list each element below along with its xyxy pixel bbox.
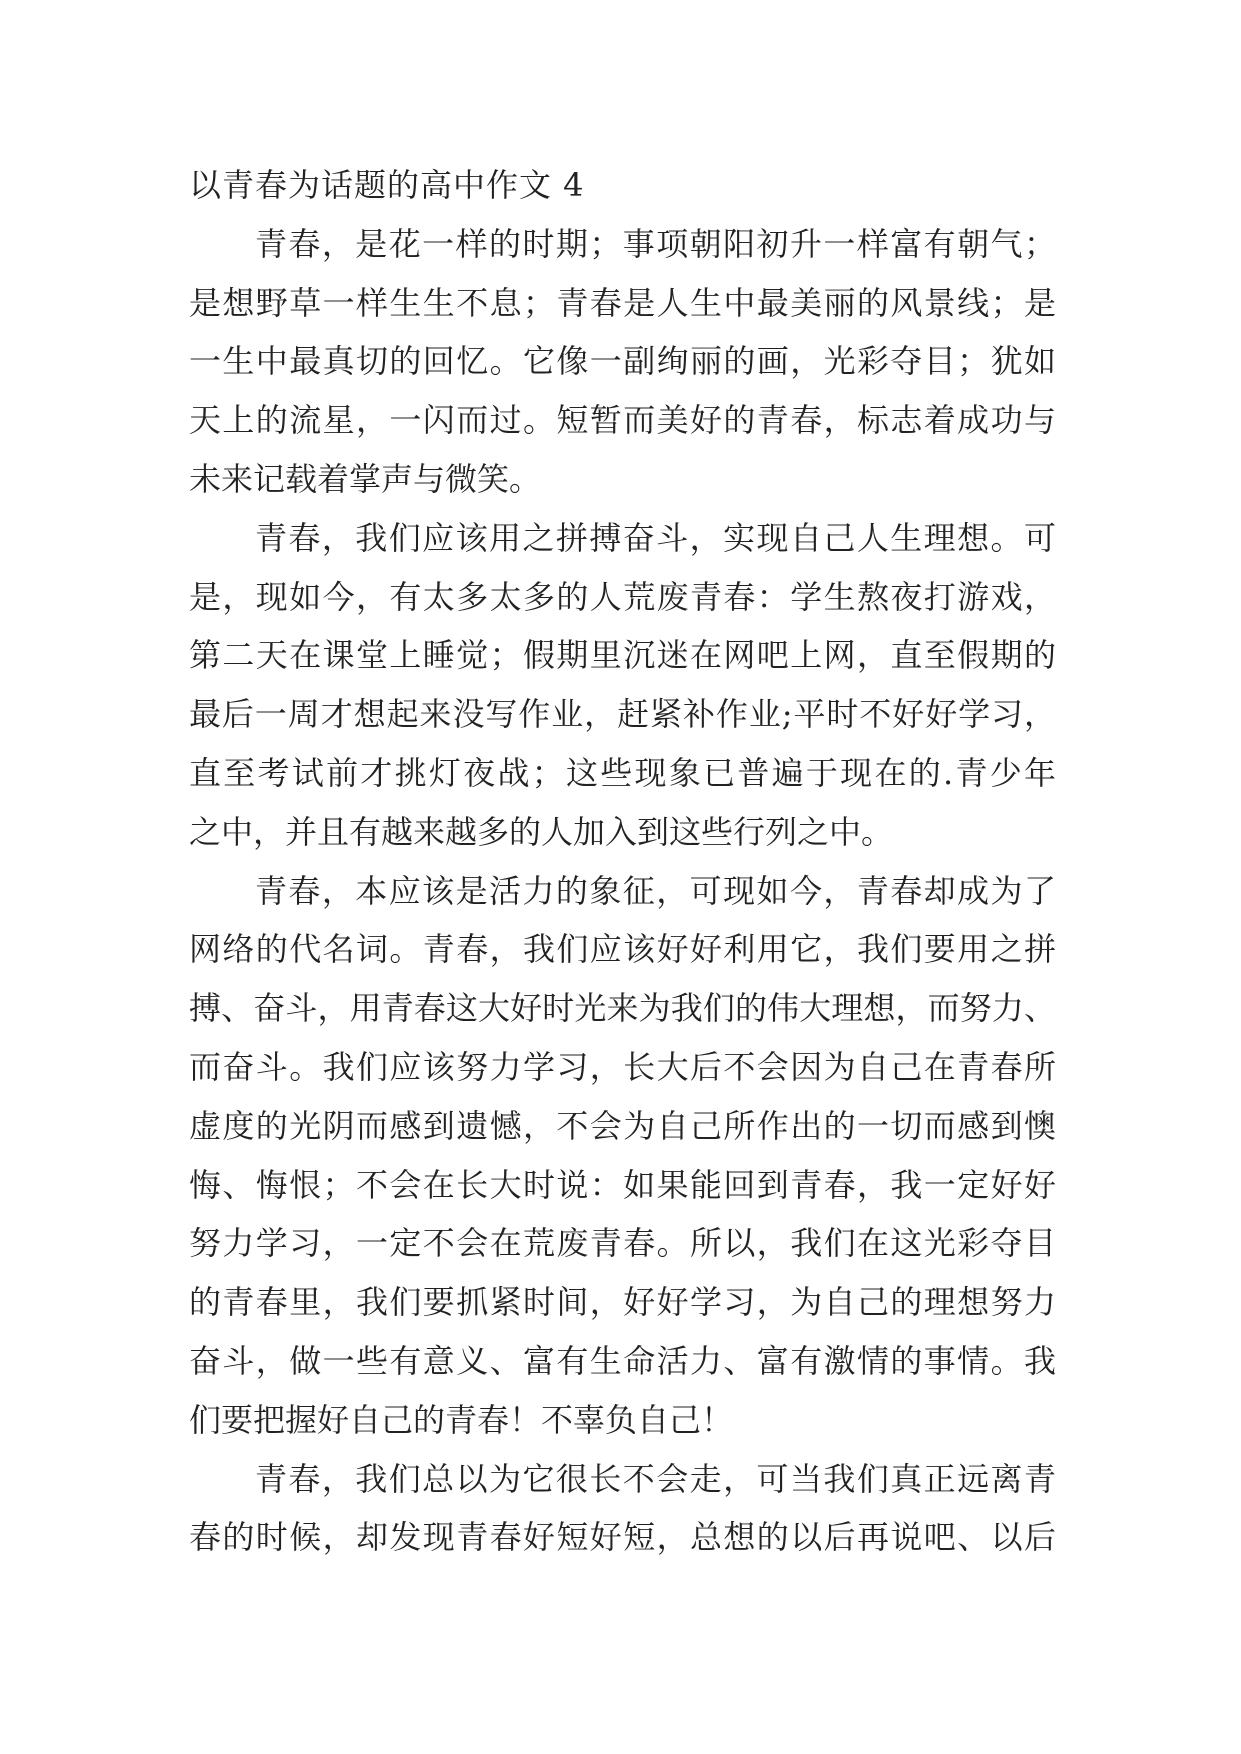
paragraph-line: 努力学习，一定不会在荒废青春。所以，我们在这光彩夺目 [189, 1224, 1056, 1263]
paragraph-line: 未来记载着掌声与微笑。 [189, 459, 542, 498]
document-title: 以青春为话题的高中作文 4 [189, 166, 585, 204]
paragraph-line: 是想野草一样生生不息；青春是人生中最美丽的风景线；是 [189, 283, 1056, 322]
paragraph-line: 青春，我们应该用之拼搏奋斗，实现自己人生理想。可 [255, 518, 1056, 557]
paragraph-line: 之中，并且有越来越多的人加入到这些行列之中。 [189, 812, 894, 851]
paragraph-line: 第二天在课堂上睡觉；假期里沉迷在网吧上网，直至假期的 [189, 636, 1056, 675]
paragraph-line: 虚度的光阴而感到遗憾，不会为自己所作出的一切而感到懊 [189, 1106, 1056, 1145]
document-body [189, 156, 1056, 1567]
paragraph-1 [189, 215, 1056, 509]
paragraph-line: 直至考试前才挑灯夜战；这些现象已普遍于现在的.青少年 [189, 753, 1056, 792]
paragraph-line: 青春，我们总以为它很长不会走，可当我们真正远离青 [255, 1459, 1056, 1498]
paragraph-line: 青春，是花一样的时期；事项朝阳初升一样富有朝气； [255, 224, 1056, 263]
paragraph-line: 青春，本应该是活力的象征，可现如今，青春却成为了 [255, 871, 1056, 910]
paragraph-line: 悔、悔恨；不会在长大时说：如果能回到青春，我一定好好 [189, 1165, 1056, 1204]
paragraph-line: 最后一周才想起来没写作业，赶紧补作业;平时不好好学习， [189, 695, 1056, 734]
paragraph-line: 而奋斗。我们应该努力学习，长大后不会因为自己在青春所 [189, 1047, 1056, 1086]
paragraph-line: 奋斗，做一些有意义、富有生命活力、富有激情的事情。我 [189, 1341, 1056, 1380]
paragraph-line: 天上的流星，一闪而过。短暂而美好的青春，标志着成功与 [189, 401, 1056, 440]
paragraph-line: 是，现如今，有太多太多的人荒废青春：学生熬夜打游戏， [189, 577, 1056, 616]
paragraph-line: 们要把握好自己的青春！不辜负自己！ [189, 1400, 734, 1439]
paragraph-line: 春的时候，却发现青春好短好短，总想的以后再说吧、以后 [189, 1518, 1056, 1557]
paragraph-line: 搏、奋斗，用青春这大好时光来为我们的伟大理想，而努力、 [189, 989, 1056, 1028]
paragraph-3 [189, 862, 1056, 1450]
paragraph-line: 的青春里，我们要抓紧时间，好好学习，为自己的理想努力 [189, 1283, 1056, 1322]
paragraph-2 [189, 509, 1056, 862]
paragraph-4 [189, 1450, 1056, 1568]
paragraph-line: 网络的代名词。青春，我们应该好好利用它，我们要用之拼 [189, 930, 1056, 969]
paragraph-line: 一生中最真切的回忆。它像一副绚丽的画，光彩夺目；犹如 [189, 342, 1056, 381]
